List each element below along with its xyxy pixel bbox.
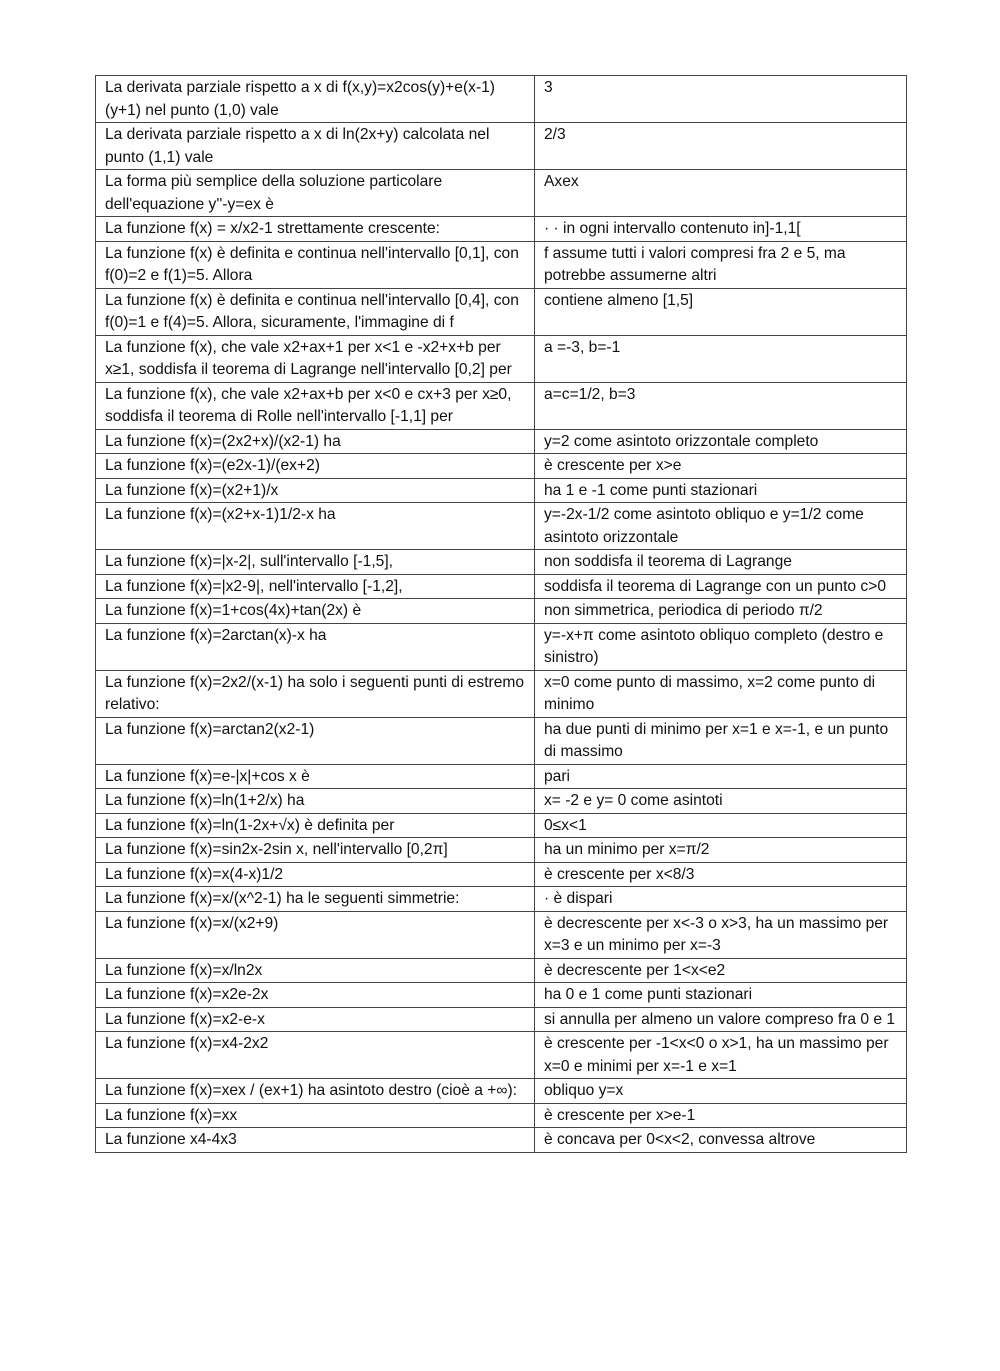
answer-cell: obliquo y=x: [535, 1079, 907, 1104]
answer-cell: è crescente per x>e-1: [535, 1103, 907, 1128]
table-row: [96, 623, 907, 670]
question-cell: La funzione f(x)=(x2+x-1)1/2-x ha: [96, 503, 535, 550]
question-cell: La funzione f(x)=(x2+1)/x: [96, 478, 535, 503]
answer-cell: f assume tutti i valori compresi fra 2 e 5, ma potrebbe assumerne altri: [535, 241, 907, 288]
question-cell: La forma più semplice della soluzione particolare dell'equazione y''-y=ex è: [96, 170, 535, 217]
question-cell: La funzione f(x)=2x2/(x-1) ha solo i seguenti punti di estremo relativo:: [96, 670, 535, 717]
table-row: [96, 838, 907, 863]
answer-cell: è crescente per -1<x<0 o x>1, ha un massimo per x=0 e minimi per x=-1 e x=1: [535, 1032, 907, 1079]
question-cell: La funzione f(x)=x/ln2x: [96, 958, 535, 983]
question-cell: La funzione f(x) è definita e continua nell'intervallo [0,1], con f(0)=2 e f(1)=5. Allora: [96, 241, 535, 288]
table-row: [96, 76, 907, 123]
table-row: [96, 335, 907, 382]
question-cell: La funzione f(x)=x/(x^2-1) ha le seguenti simmetrie:: [96, 887, 535, 912]
table-row: [96, 887, 907, 912]
answer-cell: ha un minimo per x=π/2: [535, 838, 907, 863]
table-row: [96, 764, 907, 789]
question-cell: La funzione f(x), che vale x2+ax+b per x<0 e cx+3 per x≥0, soddisfa il teorema di Rolle nell'intervallo [-1,1] per: [96, 382, 535, 429]
question-cell: La funzione f(x)=x(4-x)1/2: [96, 862, 535, 887]
answer-cell: è decrescente per 1<x<e2: [535, 958, 907, 983]
table-row: [96, 1079, 907, 1104]
qa-table: [95, 75, 907, 1153]
table-row: [96, 429, 907, 454]
question-cell: La funzione f(x)=e-|x|+cos x è: [96, 764, 535, 789]
answer-cell: è crescente per x<8/3: [535, 862, 907, 887]
answer-cell: ha 1 e -1 come punti stazionari: [535, 478, 907, 503]
table-row: [96, 717, 907, 764]
question-cell: La funzione f(x)=xx: [96, 1103, 535, 1128]
table-row: [96, 1007, 907, 1032]
question-cell: La funzione f(x)=(e2x-1)/(ex+2): [96, 454, 535, 479]
answer-cell: a =-3, b=-1: [535, 335, 907, 382]
question-cell: La funzione f(x) è definita e continua nell'intervallo [0,4], con f(0)=1 e f(4)=5. Allora, sicuramente, l'immagine di f: [96, 288, 535, 335]
answer-cell: è crescente per x>e: [535, 454, 907, 479]
table-row: [96, 288, 907, 335]
question-cell: La funzione f(x)=sin2x-2sin x, nell'intervallo [0,2π]: [96, 838, 535, 863]
table-row: [96, 670, 907, 717]
table-row: [96, 813, 907, 838]
answer-cell: 0≤x<1: [535, 813, 907, 838]
question-cell: La funzione f(x)=ln(1+2/x) ha: [96, 789, 535, 814]
table-row: [96, 862, 907, 887]
table-row: [96, 599, 907, 624]
table-row: [96, 550, 907, 575]
answer-cell: pari: [535, 764, 907, 789]
answer-cell: si annulla per almeno un valore compreso fra 0 e 1: [535, 1007, 907, 1032]
answer-cell: ha due punti di minimo per x=1 e x=-1, e un punto di massimo: [535, 717, 907, 764]
question-cell: La derivata parziale rispetto a x di ln(2x+y) calcolata nel punto (1,1) vale: [96, 123, 535, 170]
question-cell: La funzione f(x)=xex / (ex+1) ha asintoto destro (cioè a +∞):: [96, 1079, 535, 1104]
table-row: [96, 574, 907, 599]
answer-cell: contiene almeno [1,5]: [535, 288, 907, 335]
answer-cell: non soddisfa il teorema di Lagrange: [535, 550, 907, 575]
answer-cell: · · in ogni intervallo contenuto in]-1,1[: [535, 217, 907, 242]
question-cell: La funzione f(x)=(2x2+x)/(x2-1) ha: [96, 429, 535, 454]
table-row: [96, 983, 907, 1008]
question-cell: La funzione f(x) = x/x2-1 strettamente crescente:: [96, 217, 535, 242]
table-row: [96, 478, 907, 503]
answer-cell: a=c=1/2, b=3: [535, 382, 907, 429]
question-cell: La funzione f(x)=x/(x2+9): [96, 911, 535, 958]
table-row: [96, 1128, 907, 1153]
question-cell: La funzione f(x)=arctan2(x2-1): [96, 717, 535, 764]
question-cell: La derivata parziale rispetto a x di f(x,y)=x2cos(y)+e(x-1)(y+1) nel punto (1,0) vale: [96, 76, 535, 123]
question-cell: La funzione f(x)=x2-e-x: [96, 1007, 535, 1032]
answer-cell: ha 0 e 1 come punti stazionari: [535, 983, 907, 1008]
document-page: [95, 75, 905, 1153]
table-row: [96, 1103, 907, 1128]
answer-cell: 3: [535, 76, 907, 123]
answer-cell: y=-x+π come asintoto obliquo completo (destro e sinistro): [535, 623, 907, 670]
answer-cell: è concava per 0<x<2, convessa altrove: [535, 1128, 907, 1153]
answer-cell: Axex: [535, 170, 907, 217]
question-cell: La funzione f(x)=x4-2x2: [96, 1032, 535, 1079]
table-row: [96, 241, 907, 288]
table-row: [96, 382, 907, 429]
answer-cell: y=-2x-1/2 come asintoto obliquo e y=1/2 come asintoto orizzontale: [535, 503, 907, 550]
answer-cell: · è dispari: [535, 887, 907, 912]
table-row: [96, 911, 907, 958]
answer-cell: soddisfa il teorema di Lagrange con un punto c>0: [535, 574, 907, 599]
table-row: [96, 503, 907, 550]
question-cell: La funzione f(x)=1+cos(4x)+tan(2x) è: [96, 599, 535, 624]
answer-cell: è decrescente per x<-3 o x>3, ha un massimo per x=3 e un minimo per x=-3: [535, 911, 907, 958]
question-cell: La funzione x4-4x3: [96, 1128, 535, 1153]
table-row: [96, 1032, 907, 1079]
table-row: [96, 789, 907, 814]
answer-cell: non simmetrica, periodica di periodo π/2: [535, 599, 907, 624]
question-cell: La funzione f(x), che vale x2+ax+1 per x<1 e -x2+x+b per x≥1, soddisfa il teorema di Lagrange nell'intervallo [0,2] per: [96, 335, 535, 382]
table-row: [96, 170, 907, 217]
answer-cell: x=0 come punto di massimo, x=2 come punto di minimo: [535, 670, 907, 717]
answer-cell: x= -2 e y= 0 come asintoti: [535, 789, 907, 814]
table-row: [96, 958, 907, 983]
question-cell: La funzione f(x)=ln(1-2x+√x) è definita per: [96, 813, 535, 838]
qa-table-body: [96, 76, 907, 1153]
table-row: [96, 454, 907, 479]
table-row: [96, 123, 907, 170]
answer-cell: y=2 come asintoto orizzontale completo: [535, 429, 907, 454]
question-cell: La funzione f(x)=x2e-2x: [96, 983, 535, 1008]
question-cell: La funzione f(x)=|x2-9|, nell'intervallo [-1,2],: [96, 574, 535, 599]
question-cell: La funzione f(x)=|x-2|, sull'intervallo [-1,5],: [96, 550, 535, 575]
question-cell: La funzione f(x)=2arctan(x)-x ha: [96, 623, 535, 670]
answer-cell: 2/3: [535, 123, 907, 170]
table-row: [96, 217, 907, 242]
